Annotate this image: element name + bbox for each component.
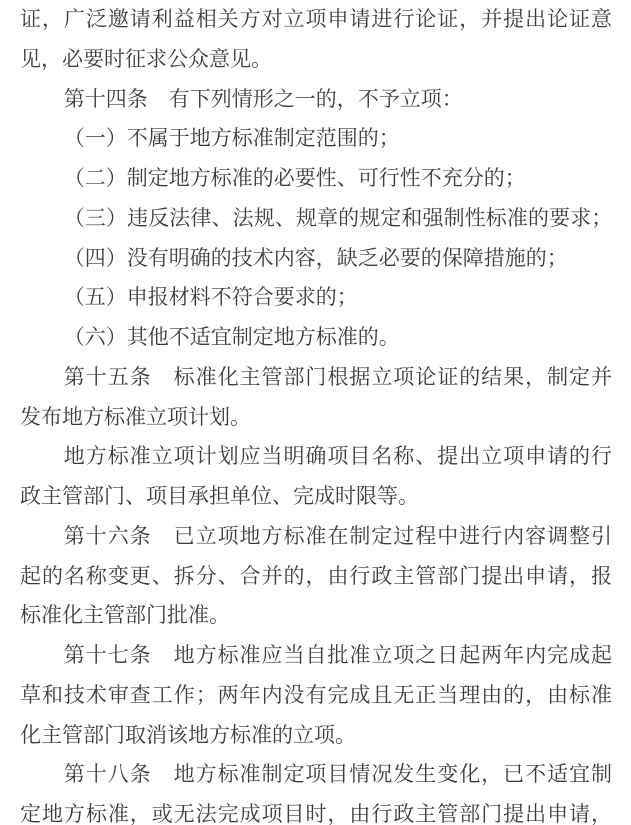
article-18-heading-line: 第十八条 地方标准制定项目情况发生变化，已不适宜制 <box>63 762 612 787</box>
doc-line: 发布地方标准立项计划。 <box>20 404 251 429</box>
doc-line: 地方标准立项计划应当明确项目名称、提出立项申请的行 <box>63 444 612 469</box>
doc-line: 定地方标准，或无法完成项目时，由行政主管部门提出申请， <box>20 802 612 825</box>
article-15-heading-line: 第十五条 标准化主管部门根据立项论证的结果，制定并 <box>63 364 612 389</box>
article-14-heading-line: 第十四条 有下列情形之一的，不予立项： <box>63 86 463 111</box>
article-16-heading-line: 第十六条 已立项地方标准在制定过程中进行内容调整引 <box>63 523 612 548</box>
doc-line: 化主管部门取消该地方标准的立项。 <box>20 722 356 747</box>
doc-line: 政主管部门、项目承担单位、完成时限等。 <box>20 484 419 508</box>
doc-line: 起的名称变更、拆分、合并的，由行政主管部门提出申请，报 <box>20 563 612 588</box>
doc-line: 标准化主管部门批准。 <box>20 603 230 628</box>
article-17-heading-line: 第十七条 地方标准应当自批准立项之日起两年内完成起 <box>63 643 612 667</box>
doc-line: （三）违反法律、法规、规章的规定和强制性标准的要求； <box>63 205 612 230</box>
doc-line: 草和技术审查工作；两年内没有完成且无正当理由的，由标准 <box>20 682 612 707</box>
doc-line: 见，必要时征求公众意见。 <box>20 46 272 71</box>
doc-line: （五）申报材料不符合要求的； <box>63 285 358 310</box>
doc-line: （六）其他不适宜制定地方标准的。 <box>63 325 400 349</box>
doc-line: （一）不属于地方标准制定范围的； <box>63 126 400 151</box>
doc-line: （四）没有明确的技术内容，缺乏必要的保障措施的； <box>63 245 568 270</box>
doc-line: 证，广泛邀请利益相关方对立项申请进行论证，并提出论证意 <box>20 7 612 31</box>
doc-line: （二）制定地方标准的必要性、可行性不充分的； <box>63 166 526 190</box>
